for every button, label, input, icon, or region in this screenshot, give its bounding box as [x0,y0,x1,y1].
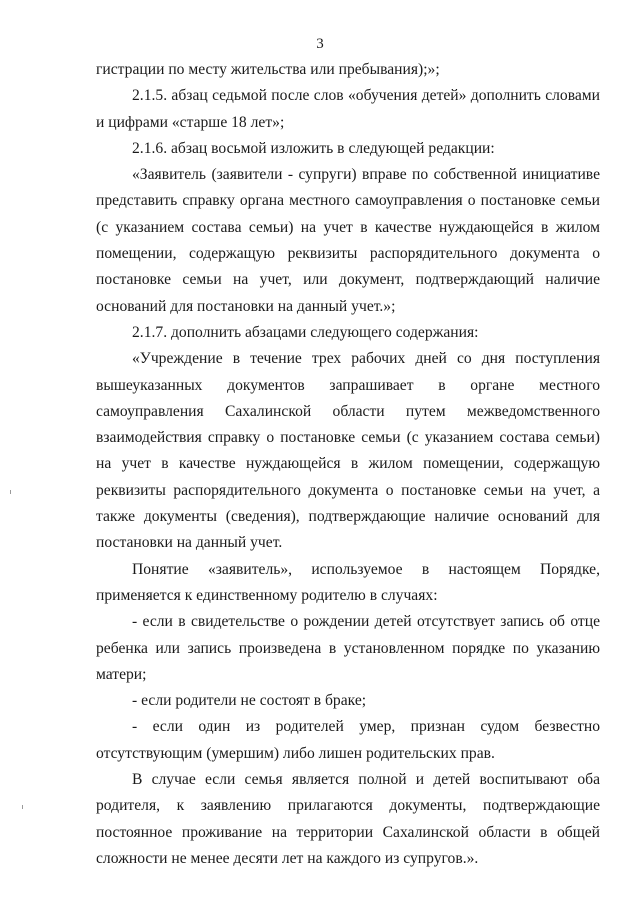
paragraph-item-2-1-7: 2.1.7. дополнить абзацами следующего содержания: [132,323,479,341]
list-item-not-married: - если родители не состоят в браке; [132,692,367,710]
document-body [96,57,600,872]
paragraph-quote-applicant: «Заявитель (заявители - супруги) вправе по собственной инициативе представить справку органа местного самоуправления о постановке семьи (с указанием состава семьи) на учет в качестве нуждающейся в жилом помещении, содержащую реквизиты распорядительного документа о постановке семьи на учет, или документ, подтверждающий наличие оснований для постановки на данный учет.»; [96,166,600,315]
list-item-parent-deceased: - если один из родителей умер, признан судом безвестно отсутствующим (умершим) либо лишен родительских прав. [96,718,600,762]
paragraph-continuation: гистрации по месту жительства или пребывания);»; [96,61,440,78]
margin-mark [10,490,11,494]
paragraph-quote-institution: «Учреждение в течение трех рабочих дней со дня поступления вышеуказанных документов запрашивает в органе местного самоуправления Сахалинской области путем межведомственного взаимодействия справку о постановке семьи (с указанием состава семьи) на учет в качестве нуждающейся в жилом помещении, содержащую реквизиты распорядительного документа о постановке семьи на учет, а также документы (сведения), подтверждающие наличие оснований для постановки на данный учет. [96,350,600,552]
paragraph-item-2-1-5: 2.1.5. абзац седьмой после слов «обучения детей» дополнить словами и цифрами «старше 18 лет»; [96,87,600,131]
margin-mark [22,805,23,809]
list-item-birth-certificate: - если в свидетельстве о рождении детей отсутствует запись об отце ребенка или запись произведена в установленном порядке по указанию матери; [96,613,600,683]
page-number: 3 [316,36,324,52]
paragraph-item-2-1-6: 2.1.6. абзац восьмой изложить в следующей редакции: [132,139,495,157]
paragraph-complete-family: В случае если семья является полной и детей воспитывают оба родителя, к заявлению прилагаются документы, подтверждающие постоянное проживание на территории Сахалинской области в общей сложности не менее десяти лет на каждого из супругов.». [96,771,600,867]
paragraph-applicant-definition: Понятие «заявитель», используемое в настоящем Порядке, применяется к единственному родителю в случаях: [96,560,600,604]
